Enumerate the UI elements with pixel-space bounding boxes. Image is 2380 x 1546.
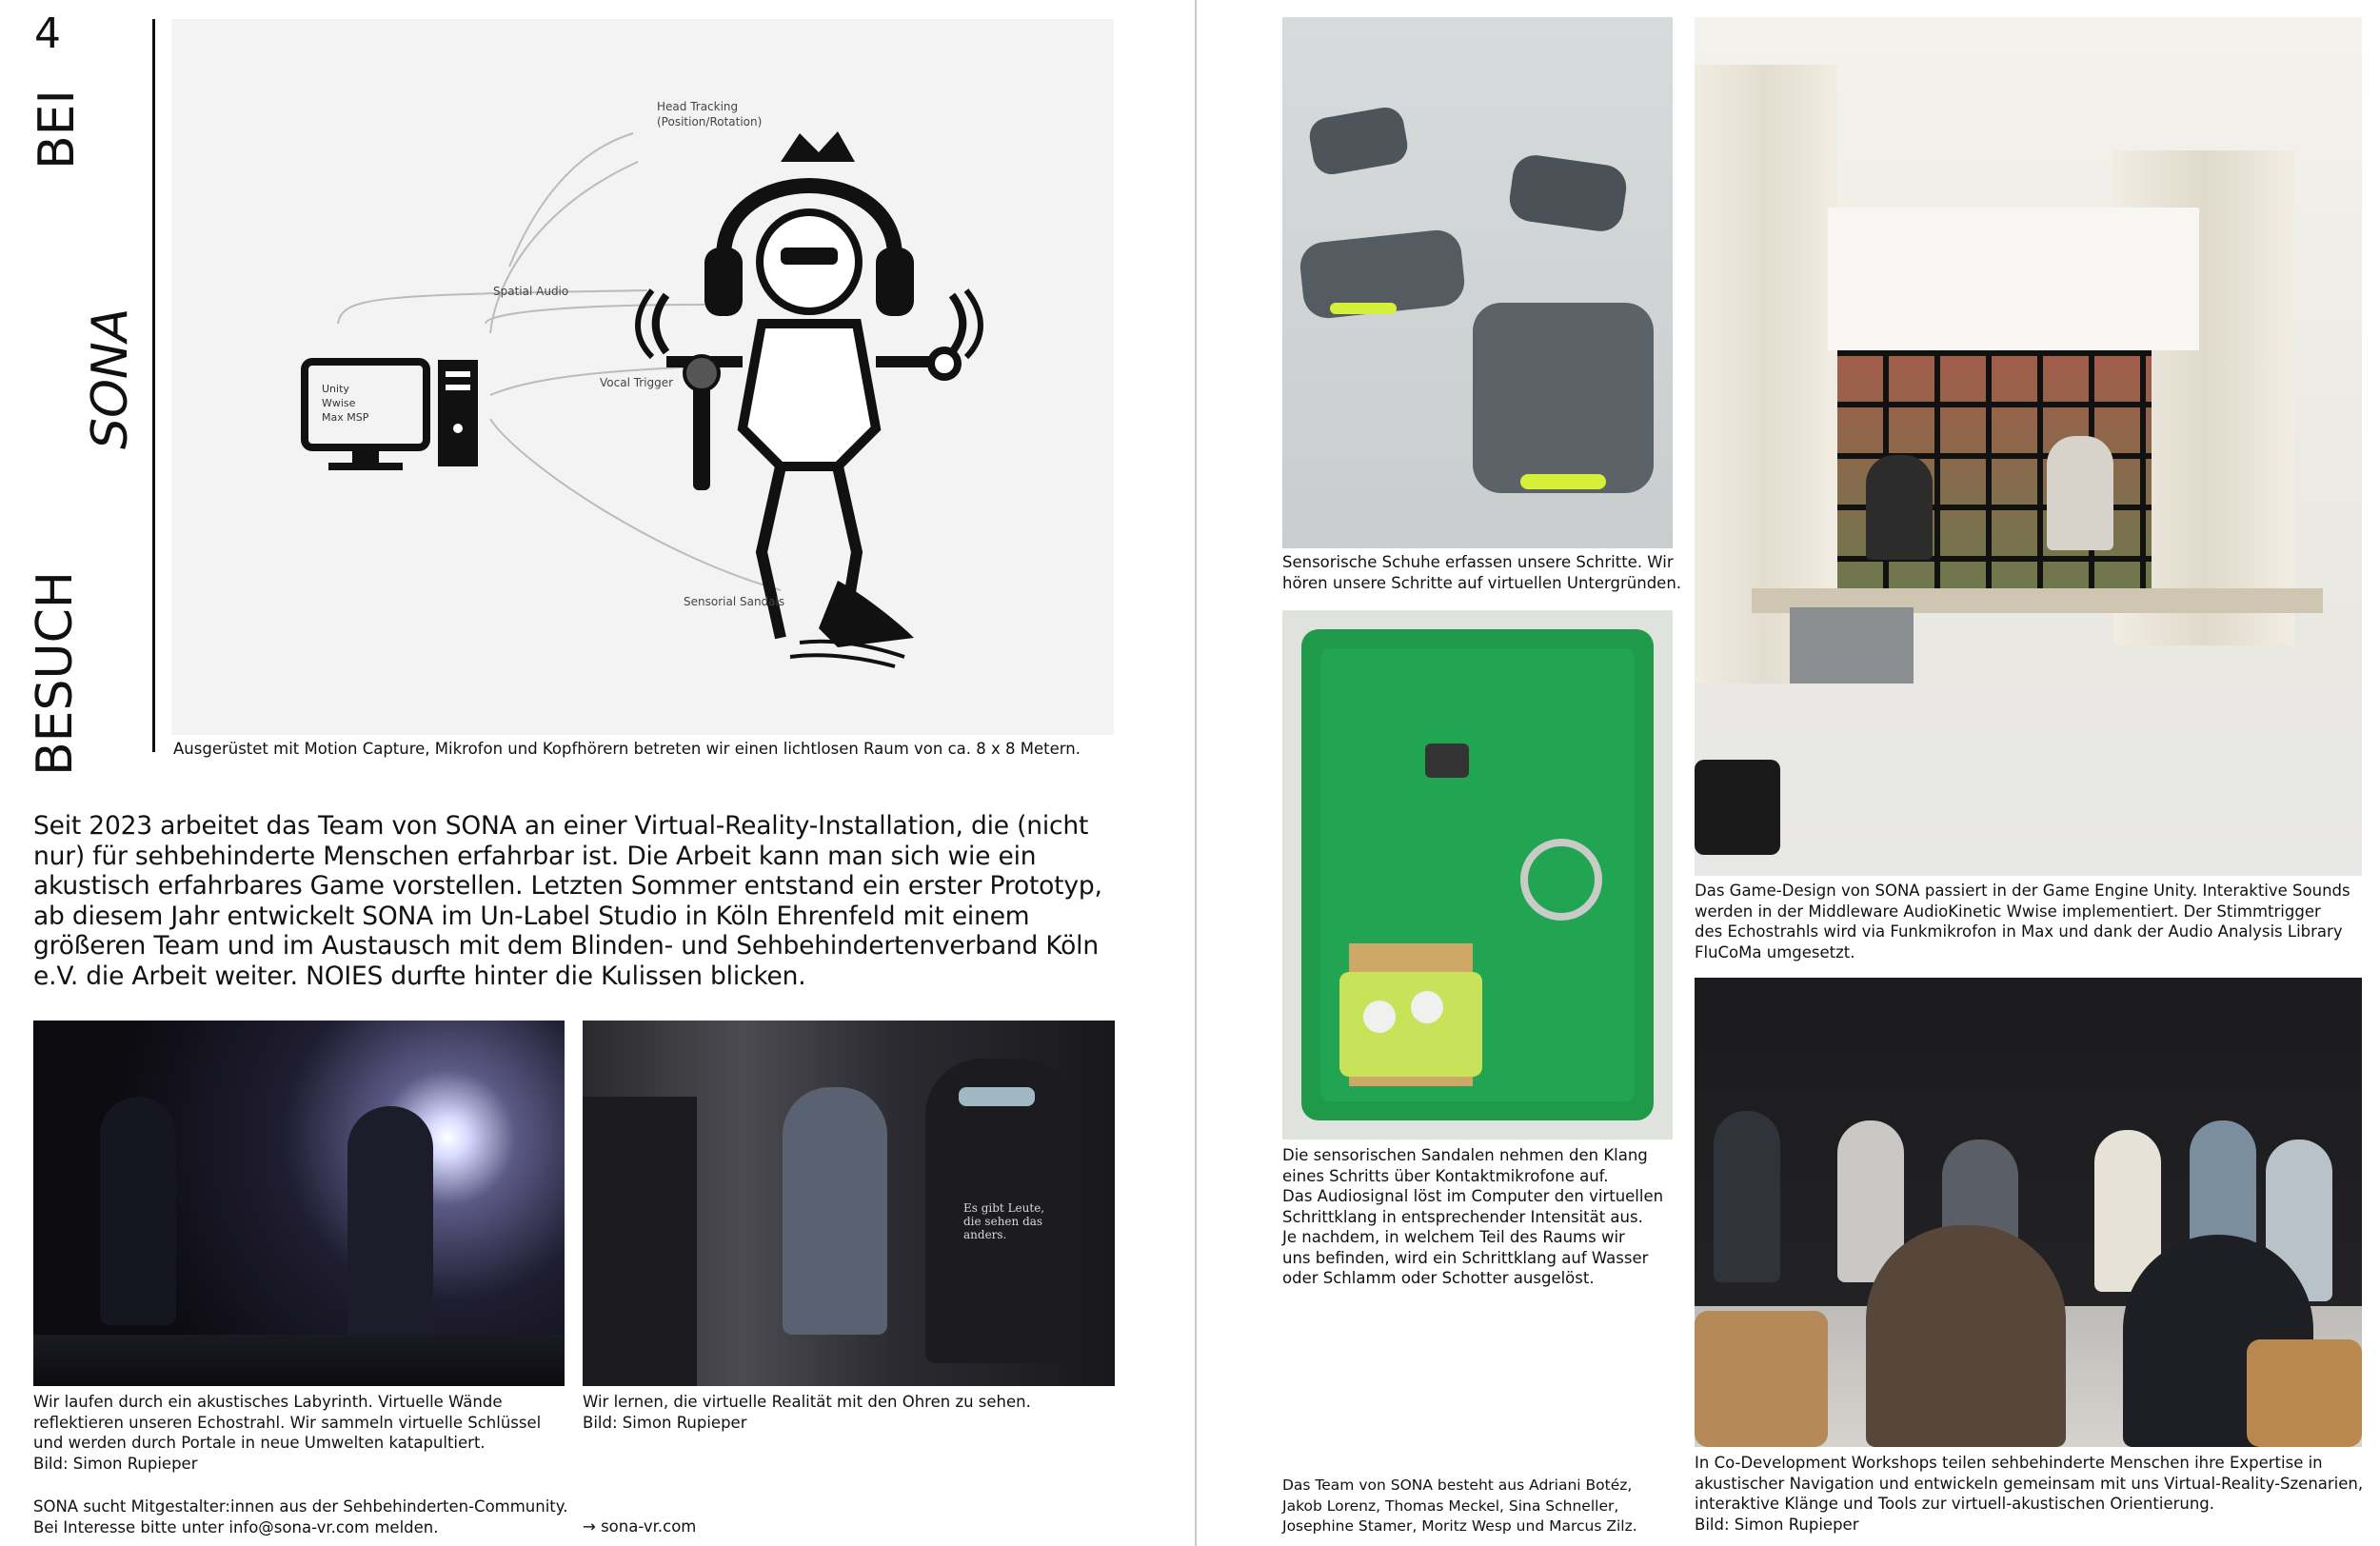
- photo-shoes: [1282, 17, 1673, 548]
- label-head-tracking: Head Tracking: [657, 100, 739, 113]
- photo-sandal-box: [1282, 610, 1673, 1140]
- caption-labyrinth: Wir laufen durch ein akustisches Labyrinth. Virtuelle Wände reflektieren unseren Echostrahl. Wir sammeln virtuelle Schlüssel und werden durch Portale in neue Umwelten katapultiert. Bild: Simon Rupieper: [33, 1393, 542, 1473]
- section-title-sona: SONA: [82, 307, 139, 449]
- photo-studio: [1695, 17, 2362, 876]
- computer-label-unity: Unity: [322, 383, 349, 395]
- lead-paragraph: Seit 2023 arbeitet das Team von SONA an einer Virtual-Reality-Installation, die (nicht nur) für sehbehinderte Menschen erfahrbar ist. Die Arbeit kann man sich wie ein akustisch erfahrbares Game vorstellen. Letzten Sommer entstand ein erster Prototyp, ab diesem Jahr entwickelt SONA im Un-Label Studio in Köln Ehrenfeld mit einem größeren Team und im Austausch mit dem Blinden- und Sehbehindertenverband Köln e.V. die Arbeit weiter. NOIES durfte hinter die Kulissen blicken.: [33, 811, 1102, 991]
- label-spatial-audio: Spatial Audio: [493, 285, 569, 298]
- photo-labyrinth: [33, 1021, 565, 1386]
- title-rule: [152, 19, 155, 752]
- page-number: 4: [34, 10, 61, 58]
- page-fold: [1195, 0, 1197, 1546]
- caption-studio: Das Game-Design von SONA passiert in der Game Engine Unity. Interaktive Sounds werden in der Middleware AudioKinetic Wwise implementiert. Der Stimmtrigger des Echostrahls wird via Funkmikrofon in Max und dank der Audio Analysis Library FluCoMa umgesetzt.: [1695, 882, 2350, 961]
- community-note: SONA sucht Mitgestalter:innen aus der Sehbehinderten-Community. Bei Interesse bitte unter info@sona-vr.com melden.: [33, 1497, 568, 1536]
- photo-ears: [583, 1021, 1115, 1386]
- diagram-panel: [171, 19, 1114, 735]
- label-vocal-trigger: Vocal Trigger: [600, 376, 674, 389]
- shirt-text: Es gibt Leute, die sehen das anders.: [963, 1201, 1045, 1241]
- team-credits: Das Team von SONA besteht aus Adriani Botéz, Jakob Lorenz, Thomas Meckel, Sina Schneller, Josephine Stamer, Moritz Wesp und Marcus Zilz.: [1282, 1477, 1637, 1535]
- caption-sandal-box: Die sensorischen Sandalen nehmen den Klang eines Schritts über Kontaktmikrofone auf. Das Audiosignal löst im Computer den virtuellen Schrittklang in entsprechender Intensität aus. Je nachdem, in welchem Teil des Raums wir uns befinden, wird ein Schrittklang auf Wasser oder Schlamm oder Schotter ausgelöst.: [1282, 1146, 1664, 1287]
- caption-shoes: Sensorische Schuhe erfassen unsere Schritte. Wir hören unsere Schritte auf virtuellen Untergründen.: [1282, 553, 1682, 592]
- section-title-besuch: BESUCH: [27, 570, 84, 776]
- svg-text:Max MSP: Max MSP: [322, 411, 369, 424]
- svg-text:Wwise: Wwise: [322, 397, 356, 409]
- diagram-caption: Ausgerüstet mit Motion Capture, Mikrofon und Kopfhörern betreten wir einen lichtlosen Raum von ca. 8 x 8 Metern.: [173, 740, 1081, 758]
- website-link[interactable]: → sona-vr.com: [583, 1517, 697, 1536]
- svg-text:(Position/Rotation): (Position/Rotation): [657, 115, 763, 129]
- sona-setup-diagram: [171, 19, 1114, 735]
- photo-workshop: [1695, 978, 2362, 1447]
- caption-workshop: In Co-Development Workshops teilen sehbehinderte Menschen ihre Expertise in akustischer Navigation und entwickeln gemeinsam mit uns Virtual-Reality-Szenarien, interaktive Klänge und Tools zur virtuell-akustischen Orientierung. Bild: Simon Rupieper: [1695, 1454, 2364, 1534]
- caption-ears: Wir lernen, die virtuelle Realität mit den Ohren zu sehen. Bild: Simon Rupieper: [583, 1393, 1031, 1432]
- label-sensorial-sandals: Sensorial Sandals: [684, 595, 785, 608]
- section-title-bei: BEI: [29, 89, 86, 169]
